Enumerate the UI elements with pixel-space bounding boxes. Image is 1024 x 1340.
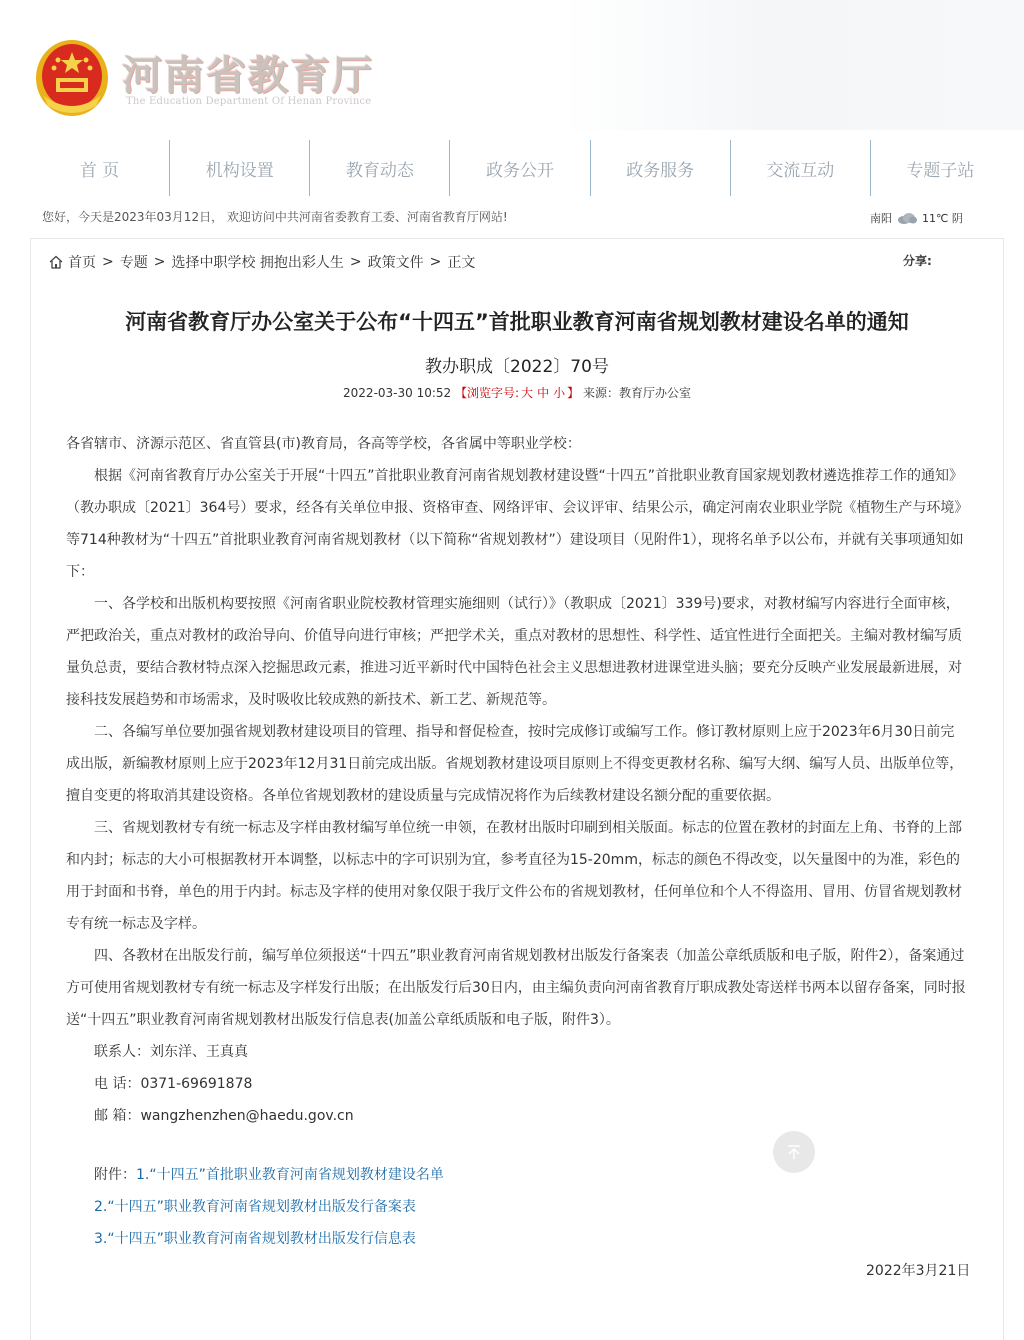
attachment-link[interactable]: 2.“十四五”职业教育河南省规划教材出版发行备案表 [94,1199,416,1215]
article-meta [30,384,1004,401]
main-nav [30,140,1010,196]
paragraph: 根据《河南省教育厅办公室关于开展“十四五”首批职业教育河南省规划教材建设暨“十四五”首批职业教育国家规划教材遴选推荐工作的通知》（教办职成〔2021〕364号）要求，经各有关单位申报、资格审查、网络评审、会议评审、结果公示，确定河南农业职业学院《植物生产与环境》等714种教材为“十四五”首批职业教育河南省规划教材（以下简称“省规划教材”）建设项目（见附件1），现将名单予以公布，并就有关事项通知如下： [66,468,964,580]
site-title: 河南省教育厅 [122,53,374,99]
article-date: 2022年3月21日 [866,1263,971,1279]
nav-item-organization[interactable]: 机构设置 [170,140,310,196]
attachment-link[interactable]: 3.“十四五”职业教育河南省规划教材出版发行信息表 [94,1231,416,1247]
salutation: 各省辖市、济源示范区、省直管县(市)教育局，各高等学校，各省属中等职业学校： [66,436,581,452]
nav-item-home[interactable]: 首 页 [30,140,170,196]
fontsize-small-button[interactable]: 小 [553,386,566,400]
paragraph: 二、各编写单位要加强省规划教材建设项目的管理、指导和督促检查，按时完成修订或编写工作。修订教材原则上应于2023年6月30日前完成出版，新编教材原则上应于2023年12月31日前完成出版。省规划教材建设项目原则上不得变更教材名称、编写大纲、编写人员、出版单位等，擅自变更的将取消其建设资格。各单位省规划教材的建设质量与完成情况将作为后续教材建设名额分配的重要依据。 [66,724,964,804]
share-label[interactable]: 分享: [903,254,932,268]
welcome-text: 您好，今天是2023年03月12日， 欢迎访问中共河南省委教育工委、河南省教育厅网站! [42,210,508,224]
paragraph: 四、各教材在出版发行前，编写单位须报送“十四五”职业教育河南省规划教材出版发行备案表（加盖公章纸质版和电子版，附件2），备案通过方可使用省规划教材专有统一标志及字样发行出版；在出版发行后30日内，由主编负责向河南省教育厅职成教处寄送样书两本以留存备案，同时报送“十四五”职业教育河南省规划教材出版发行信息表(加盖公章纸质版和电子版，附件3）。 [66,948,966,1028]
article-body [66,428,966,1132]
contact-email: 邮 箱：wangzhenzhen@haedu.gov.cn [94,1108,354,1124]
site-header [0,0,1024,130]
breadcrumb-separator: > [102,254,114,270]
cloud-icon [896,212,918,224]
nav-item-services[interactable]: 政务服务 [591,140,731,196]
attachment-link[interactable]: 1.“十四五”首批职业教育河南省规划教材建设名单 [136,1167,444,1183]
weather-temp: 11℃ 阴 [922,212,963,225]
fontsize-label: 【浏览字号: [455,386,520,400]
breadcrumb-separator: > [153,254,166,270]
breadcrumb-topic-page[interactable]: 选择中职学校 拥抱出彩人生 [171,255,344,271]
nav-item-interaction[interactable]: 交流互动 [731,140,871,196]
arrow-up-icon [784,1142,804,1162]
breadcrumb [48,252,475,272]
attachments-label: 附件： [94,1167,136,1183]
breadcrumb-separator: > [429,254,442,270]
national-emblem-icon [34,38,110,118]
breadcrumb-home[interactable]: 首页 [68,255,96,271]
nav-item-topics[interactable]: 专题子站 [906,160,975,181]
paragraph: 一、各学校和出版机构要按照《河南省职业院校教材管理实施细则（试行）》（教职成〔2021〕339号)要求，对教材编写内容进行全面审核，严把政治关，重点对教材的政治导向、价值导向进行审核；严把学术关，重点对教材的思想性、科学性、适宜性进行全面把关。主编对教材编写质量负总责，要结合教材特点深入挖掘思政元素，推进习近平新时代中国特色社会主义思想进教材进课堂进头脑；要充分反映产业发展最新进展，对接科技发展趋势和市场需求，及时吸收比较成熟的新技术、新工艺、新规范等。 [66,596,962,708]
breadcrumb-policy[interactable]: 政策文件 [367,255,424,271]
site-subtitle: The Education Department Of Henan Province [126,96,372,107]
nav-item-government-affairs[interactable]: 政务公开 [450,140,590,196]
weather-city: 南阳 [870,212,892,225]
fontsize-close: 】 [567,386,580,400]
fontsize-large-button[interactable]: 大 [521,386,534,400]
contact-person: 联系人：刘东洋、王真真 [94,1044,248,1060]
weather-widget [870,210,963,226]
breadcrumb-topics[interactable]: 专题 [119,255,148,271]
article-source: 来源：教育厅办公室 [582,386,691,400]
nav-item-news[interactable]: 教育动态 [310,140,450,196]
breadcrumb-current: 正文 [447,255,476,271]
doc-number: 教办职成〔2022〕70号 [425,357,609,377]
breadcrumb-separator: > [349,254,362,270]
attachment-row-1 [94,1164,444,1184]
article-title: 河南省教育厅办公室关于公布“十四五”首批职业教育河南省规划教材建设名单的通知 [125,310,909,334]
publish-datetime: 2022-03-30 10:52 [343,386,452,400]
home-icon [48,254,64,270]
back-to-top-button[interactable] [773,1131,815,1173]
fontsize-medium-button[interactable]: 中 [537,386,550,400]
contact-phone: 电 话：0371-69691878 [94,1076,253,1092]
paragraph: 三、省规划教材专有统一标志及字样由教材编写单位统一申领，在教材出版时印刷到相关版面。标志的位置在教材的封面左上角、书脊的上部和内封；标志的大小可根据教材开本调整，以标志中的字可识别为宜，参考直径为15-20mm，标志的颜色不得改变，以矢量图中的为准，彩色的用于封面和书脊，单色的用于内封。标志及字样的使用对象仅限于我厅文件公布的省规划教材，任何单位和个人不得盗用、冒用、仿冒省规划教材专有统一标志及字样。 [66,820,962,932]
